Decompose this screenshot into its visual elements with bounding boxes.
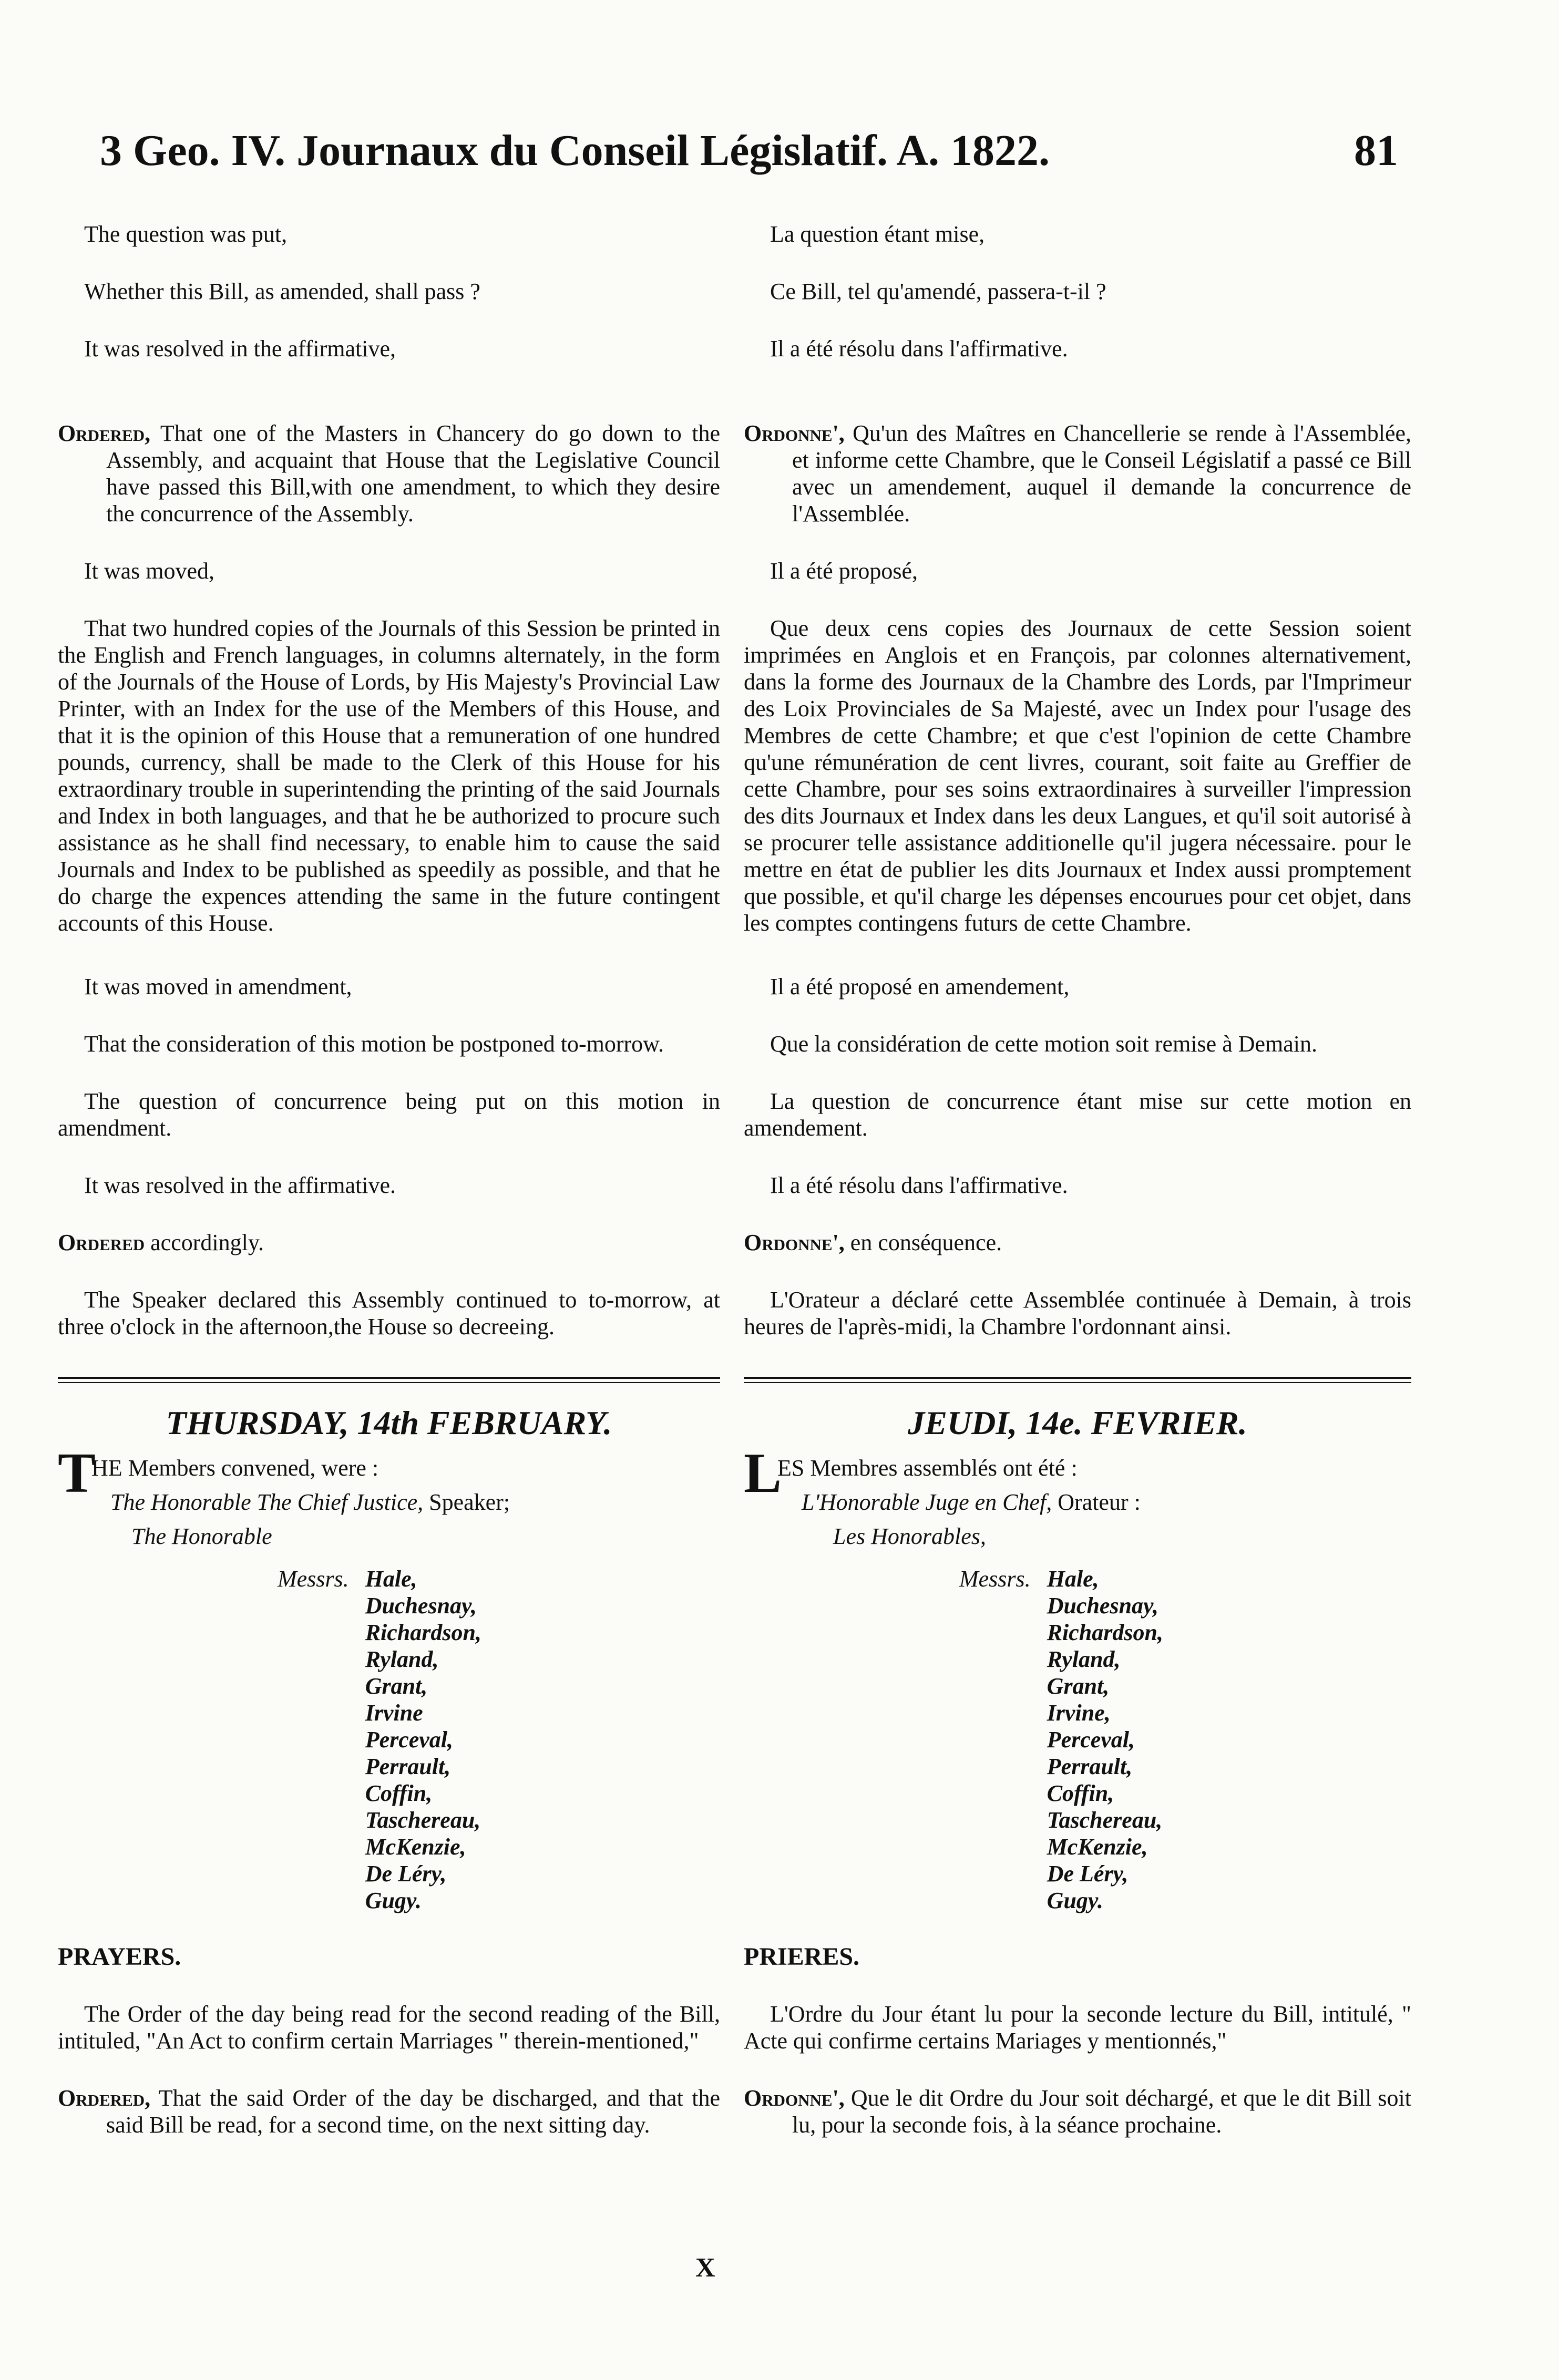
fr-ordonne-2 xyxy=(744,1229,1411,1256)
en-member: De Léry, xyxy=(365,1861,447,1887)
en-member: Duchesnay, xyxy=(365,1593,477,1619)
fr-ordre-du-jour: L'Ordre du Jour étant lu pour la seconde lecture du Bill, intitulé, " Acte qui confirme certains Mariages y mentionnés," xyxy=(744,2001,1411,2054)
en-ordered-3-label: Ordered, xyxy=(58,2085,151,2111)
en-members xyxy=(58,1565,720,1914)
fr-ordonne-1-text: Qu'un des Maîtres en Chancellerie se rende à l'Assemblée, et informe cette Chambre, que le Conseil Législatif a passé ce Bill avec un amendement, auquel il demande la concurrence de l'Assemblée. xyxy=(792,420,1412,527)
en-member: Taschereau, xyxy=(365,1807,481,1833)
en-ordered-2-text: accordingly. xyxy=(150,1230,264,1255)
en-member: Ryland, xyxy=(365,1646,439,1672)
fr-member: Irvine, xyxy=(1047,1700,1111,1726)
en-order-of-day: The Order of the day being read for the second reading of the Bill, intituled, "An Act to confirm certain Marriages " therein-mentioned," xyxy=(58,2001,720,2054)
en-question-put: The question was put, xyxy=(84,221,288,247)
fr-ordonne-2-label: Ordonne', xyxy=(744,1230,845,1255)
fr-resolu-2: Il a été résolu dans l'affirmative. xyxy=(770,1172,1068,1198)
fr-propose: Il a été proposé, xyxy=(770,558,918,584)
en-dropcap: T xyxy=(58,1442,96,1505)
en-prayers: PRAYERS. xyxy=(58,1943,181,1971)
fr-remise: Que la considération de cette motion soit remise à Demain. xyxy=(770,1031,1318,1057)
fr-member: Gugy. xyxy=(1047,1888,1103,1913)
en-ordered-2 xyxy=(58,1229,720,1256)
en-day-title: THURSDAY, 14th FEBRUARY. xyxy=(166,1404,612,1441)
fr-member: Richardson, xyxy=(1047,1620,1163,1645)
en-speaker-role: Speaker; xyxy=(429,1489,510,1515)
en-member: Coffin, xyxy=(365,1780,433,1806)
en-member: Hale, xyxy=(365,1566,417,1592)
fr-members xyxy=(744,1565,1411,1914)
fr-ordonne-3 xyxy=(744,2085,1411,2138)
fr-question-concurrence: La question de concurrence étant mise sur cette motion en amendement. xyxy=(744,1088,1411,1141)
en-speaker-name: The Honorable The Chief Justice, xyxy=(110,1489,424,1515)
fr-dropcap: L xyxy=(744,1442,782,1505)
en-member: Richardson, xyxy=(365,1620,481,1645)
fr-convened-text: ES Membres assemblés ont été : xyxy=(777,1455,1078,1481)
en-moved: It was moved, xyxy=(84,558,215,584)
fr-member-list xyxy=(1047,1565,1163,1914)
en-ordered-3 xyxy=(58,2085,720,2138)
fr-day-title: JEUDI, 14e. FEVRIER. xyxy=(908,1404,1247,1441)
en-member: Irvine xyxy=(365,1700,423,1726)
fr-messrs: Messrs. xyxy=(959,1566,1031,1592)
fr-ordonne-3-label: Ordonne', xyxy=(744,2085,845,2111)
en-member: McKenzie, xyxy=(365,1834,466,1860)
en-double-rule xyxy=(58,1377,720,1383)
en-messrs: Messrs. xyxy=(278,1566,349,1592)
en-question-concurrence: The question of concurrence being put on this motion in amendment. xyxy=(58,1088,720,1141)
fr-ordonne-1-label: Ordonne', xyxy=(744,420,845,446)
fr-passera: Ce Bill, tel qu'amendé, passera-t-il ? xyxy=(770,279,1106,304)
fr-resolu: Il a été résolu dans l'affirmative. xyxy=(770,336,1068,362)
en-member: Grant, xyxy=(365,1673,428,1699)
en-member: Gugy. xyxy=(365,1888,422,1913)
fr-motion-journaux: Que deux cens copies des Journaux de cette Session soient imprimées en Anglois et en François, par colonnes alternativement, dans la forme des Journaux de la Chambre des Lords, par l'Imprimeur des Loix Provinciales de Sa Majesté, avec un Index pour l'usage des Membres de cette Chambre; et que c'est l'opinion de cette Chambre qu'une rémunération de cent livres, courant, soit faite au Greffier de cette Chambre, pour ses soins extraordinaires à surveiller l'impression des dits Journaux et Index dans les deux Langues, et qu'il soit autorisé à se procurer telle assistance additionelle qu'il jugera nécessaire. pour le mettre en état de publier les dits Journaux et Index aussi promptement que possible, et qu'il charge les dépenses encourues pour cet objet, dans les comptes contingens futurs de cette Chambre. xyxy=(744,615,1411,936)
en-member: Perrault, xyxy=(365,1754,451,1779)
fr-member: Perceval, xyxy=(1047,1727,1135,1753)
fr-double-rule xyxy=(744,1377,1411,1383)
en-ordered-3-text: That the said Order of the day be discharged, and that the said Bill be read, for a second time, on the next sitting day. xyxy=(106,2085,720,2138)
fr-member: Hale, xyxy=(1047,1566,1099,1592)
fr-member: McKenzie, xyxy=(1047,1834,1148,1860)
fr-speaker-line xyxy=(744,1489,1411,1516)
en-ordered-1 xyxy=(58,420,720,527)
fr-propose-amendement: Il a été proposé en amendement, xyxy=(770,974,1070,1000)
en-speaker-declared: The Speaker declared this Assembly continued to to-morrow, at three o'clock in the afternoon,the House so decreeing. xyxy=(58,1287,720,1340)
french-column xyxy=(744,221,1411,2138)
fr-ordonne-1 xyxy=(744,420,1411,527)
signature-mark: X xyxy=(695,2253,715,2283)
en-motion-journals: That two hundred copies of the Journals of this Session be printed in the English and French languages, in columns alternately, in the form of the Journals of the House of Lords, by His Majesty's Provincial Law Printer, with an Index for the use of the Members of this House, and that it is the opinion of this House that a remuneration of one hundred pounds, currency, shall be made to the Clerk of this House for his extraordinary trouble in superintending the printing of the said Journals and Index in both languages, and that he be authorized to procure such assistance as he shall find necessary, to enable him to cause the said Journals and Index to be published as speedily as possible, and that he do charge the expences attending the same in the future contingent accounts of this House. xyxy=(58,615,720,936)
fr-member: Ryland, xyxy=(1047,1646,1121,1672)
english-column xyxy=(58,221,720,2138)
page-header xyxy=(100,125,1398,183)
en-convened-text: HE Members convened, were : xyxy=(91,1455,379,1481)
fr-orateur-declare: L'Orateur a déclaré cette Assemblée continuée à Demain, à trois heures de l'après-midi, la Chambre l'ordonnant ainsi. xyxy=(744,1287,1411,1340)
en-member-list xyxy=(365,1565,481,1914)
fr-ordonne-2-text: en conséquence. xyxy=(850,1230,1002,1255)
en-speaker-line xyxy=(58,1489,720,1516)
en-postponed: That the consideration of this motion be postponed to-morrow. xyxy=(84,1031,664,1057)
fr-question-mise: La question étant mise, xyxy=(770,221,985,247)
fr-speaker-name: L'Honorable Juge en Chef, xyxy=(802,1489,1052,1515)
en-resolved: It was resolved in the affirmative, xyxy=(84,336,396,362)
en-ordered-2-label: Ordered xyxy=(58,1230,145,1255)
fr-member: Taschereau, xyxy=(1047,1807,1163,1833)
fr-member: Grant, xyxy=(1047,1673,1110,1699)
fr-honorables: Les Honorables, xyxy=(833,1523,986,1549)
en-whether: Whether this Bill, as amended, shall pass ? xyxy=(84,279,480,304)
page-number: 81 xyxy=(1354,126,1398,175)
fr-member: Perrault, xyxy=(1047,1754,1133,1779)
en-member: Perceval, xyxy=(365,1727,454,1753)
en-honorable: The Honorable xyxy=(131,1523,272,1549)
fr-member: Coffin, xyxy=(1047,1780,1114,1806)
en-ordered-1-text: That one of the Masters in Chancery do go down to the Assembly, and acquaint that House that the Legislative Council have passed this Bill,with one amendment, to which they desire the concurrence of the Assembly. xyxy=(106,420,720,527)
fr-ordonne-3-text: Que le dit Ordre du Jour soit déchargé, et que le dit Bill soit lu, pour la seconde fois, à la séance prochaine. xyxy=(792,2085,1412,2138)
en-resolved-2: It was resolved in the affirmative. xyxy=(84,1172,396,1198)
fr-member: Duchesnay, xyxy=(1047,1593,1158,1619)
en-ordered-1-label: Ordered, xyxy=(58,420,151,446)
fr-member: De Léry, xyxy=(1047,1861,1129,1887)
fr-speaker-role: Orateur : xyxy=(1058,1489,1141,1515)
en-moved-amendment: It was moved in amendment, xyxy=(84,974,352,1000)
fr-prieres: PRIERES. xyxy=(744,1943,860,1971)
running-title: 3 Geo. IV. Journaux du Conseil Législatif. A. 1822. xyxy=(100,126,1050,175)
